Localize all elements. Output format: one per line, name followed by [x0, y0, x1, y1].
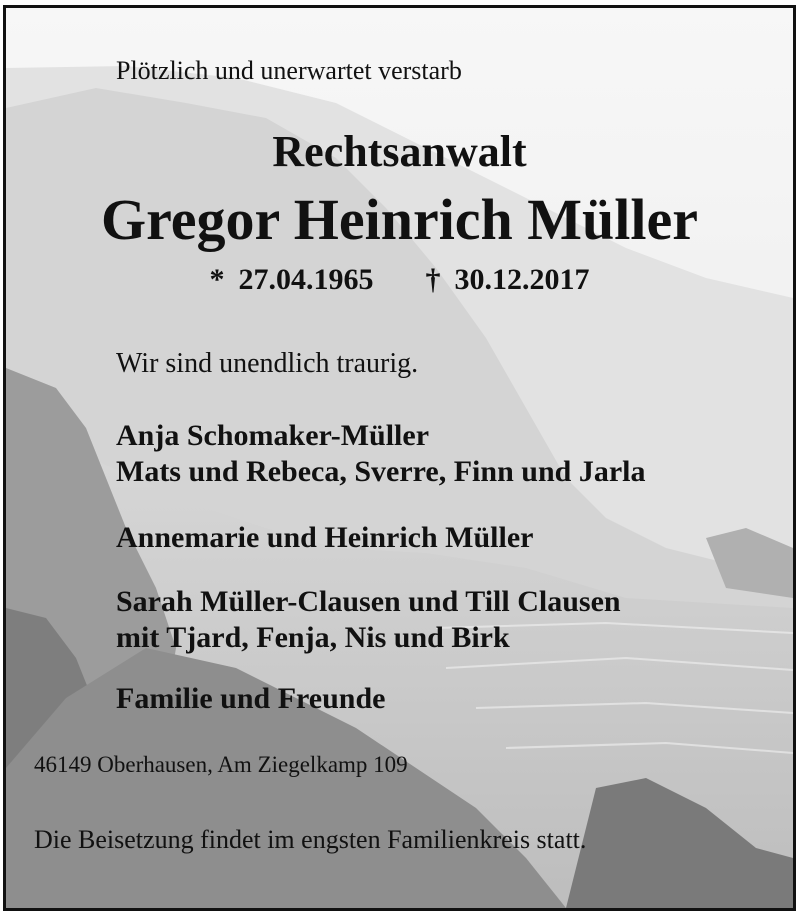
birth-star-icon: * — [209, 263, 225, 296]
address-text: 46149 Oberhausen, Am Ziegelkamp 109 — [34, 752, 408, 777]
intro-text: Plötzlich und unerwartet verstarb — [116, 56, 462, 85]
death-cross-icon: † — [425, 263, 441, 296]
mourner-group — [116, 584, 621, 656]
mourner-line: Mats und Rebeca, Sverre, Finn und Jarla — [116, 455, 646, 488]
mourner-line: Sarah Müller-Clausen und Till Clausen — [116, 585, 621, 618]
death-date: 30.12.2017 — [454, 263, 590, 296]
mourner-line: Anja Schomaker-Müller — [116, 419, 430, 452]
life-dates — [6, 263, 793, 297]
mourner-line: mit Tjard, Fenja, Nis und Birk — [116, 621, 510, 654]
obituary-frame — [3, 5, 796, 911]
birth-date: 27.04.1965 — [238, 263, 374, 296]
deceased-name: Gregor Heinrich Müller — [100, 187, 699, 252]
mourner-group — [116, 681, 385, 717]
mourner-group — [116, 520, 533, 556]
funeral-note: Die Beisetzung findet im engsten Familienkreis statt. — [34, 825, 587, 854]
mourner-line: Familie und Freunde — [116, 682, 386, 715]
mourner-group — [116, 418, 645, 490]
mourner-line: Annemarie und Heinrich Müller — [116, 521, 534, 554]
profession-title: Rechtsanwalt — [272, 127, 527, 176]
sentiment-text: Wir sind unendlich traurig. — [116, 348, 419, 379]
